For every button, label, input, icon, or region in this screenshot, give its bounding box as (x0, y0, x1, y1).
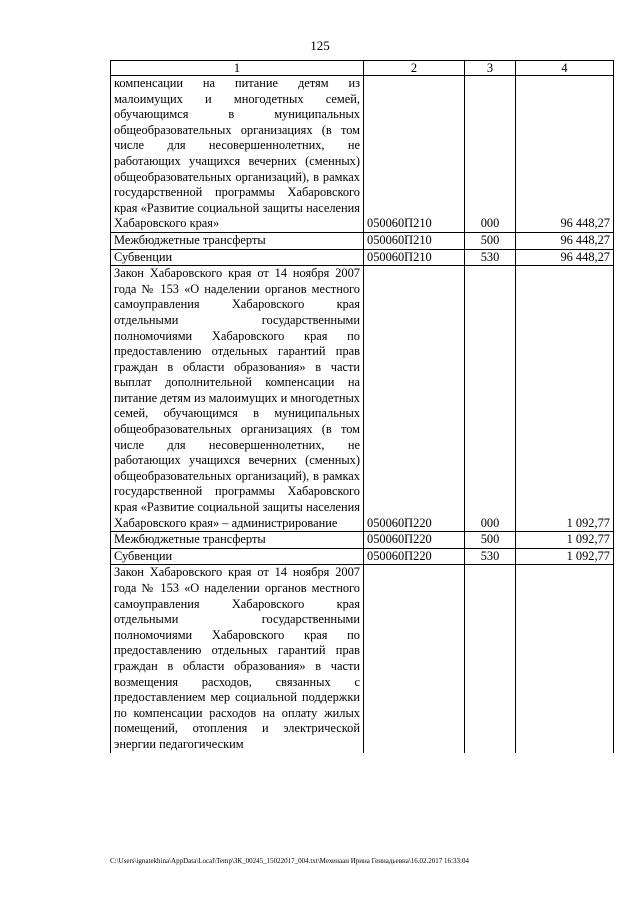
header-col-4: 4 (516, 61, 614, 76)
row-vr: 000 (465, 266, 516, 532)
document-footer-path: C:\Users\ignatekhina\AppData\Local\Temp\ЗК_00245_15022017_004.txt\Мехенаан Ирина Геннадьевна\16.02.2017 16:33:04 (110, 857, 469, 865)
header-col-3: 3 (465, 61, 516, 76)
table-row (111, 249, 614, 266)
page-number: 125 (310, 38, 330, 53)
row-sum: 1 092,77 (516, 532, 614, 549)
row-code: 050060П220 (364, 548, 465, 565)
table-header-row (111, 61, 614, 76)
row-code: 050060П210 (364, 249, 465, 266)
header-col-2: 2 (364, 61, 465, 76)
row-name: Закон Хабаровского края от 14 ноября 2007 года № 153 «О наделении органов местного самоуправления Хабаровского края отдельными государственными полномочиями Хабаровского края по предоставлению отдельных гарантий прав граждан в области образования» в части возмещения расходов, связанных с предоставлением мер социальной поддержки по компенсации расходов на оплату жилых помещений, отопления и электрической энергии педагогическим (111, 565, 364, 753)
row-name: Субвенции (111, 548, 364, 565)
row-vr: 500 (465, 232, 516, 249)
row-code (364, 565, 465, 753)
table-row (111, 532, 614, 549)
row-name: Субвенции (111, 249, 364, 266)
row-sum (516, 565, 614, 753)
budget-table (110, 60, 614, 753)
table-row (111, 232, 614, 249)
row-vr: 530 (465, 249, 516, 266)
row-code: 050060П210 (364, 76, 465, 233)
row-name: Межбюджетные трансферты (111, 532, 364, 549)
row-name: Межбюджетные трансферты (111, 232, 364, 249)
row-vr (465, 565, 516, 753)
row-sum: 96 448,27 (516, 249, 614, 266)
table-row (111, 548, 614, 565)
table-row (111, 266, 614, 532)
table-row (111, 76, 614, 233)
table-row (111, 565, 614, 753)
row-name: Закон Хабаровского края от 14 ноября 2007 года № 153 «О наделении органов местного самоуправления Хабаровского края отдельными государственными полномочиями Хабаровского края по предоставлению отдельных гарантий прав граждан в области образования» в части выплат дополнительной компенсации на питание детям из малоимущих и многодетных семей, обучающимся в муниципальных общеобразовательных организациях (в том числе для несовершеннолетних, не работающих учащихся вечерних (сменных) общеобразовательных организаций), в рамках государственной программы Хабаровского края «Развитие социальной защиты населения Хабаровского края» – администрирование (111, 266, 364, 532)
row-code: 050060П210 (364, 232, 465, 249)
row-sum: 1 092,77 (516, 266, 614, 532)
row-name: компенсации на питание детям из малоимущих и многодетных семей, обучающимся в муниципальных общеобразовательных организациях (в том числе для несовершеннолетних, не работающих учащихся вечерних (сменных) общеобразовательных организаций), в рамках государственной программы Хабаровского края «Развитие социальной защиты населения Хабаровского края» (111, 76, 364, 233)
row-vr: 530 (465, 548, 516, 565)
row-sum: 96 448,27 (516, 232, 614, 249)
header-col-1: 1 (111, 61, 364, 76)
row-code: 050060П220 (364, 532, 465, 549)
row-vr: 500 (465, 532, 516, 549)
row-vr: 000 (465, 76, 516, 233)
row-sum: 96 448,27 (516, 76, 614, 233)
row-sum: 1 092,77 (516, 548, 614, 565)
row-code: 050060П220 (364, 266, 465, 532)
